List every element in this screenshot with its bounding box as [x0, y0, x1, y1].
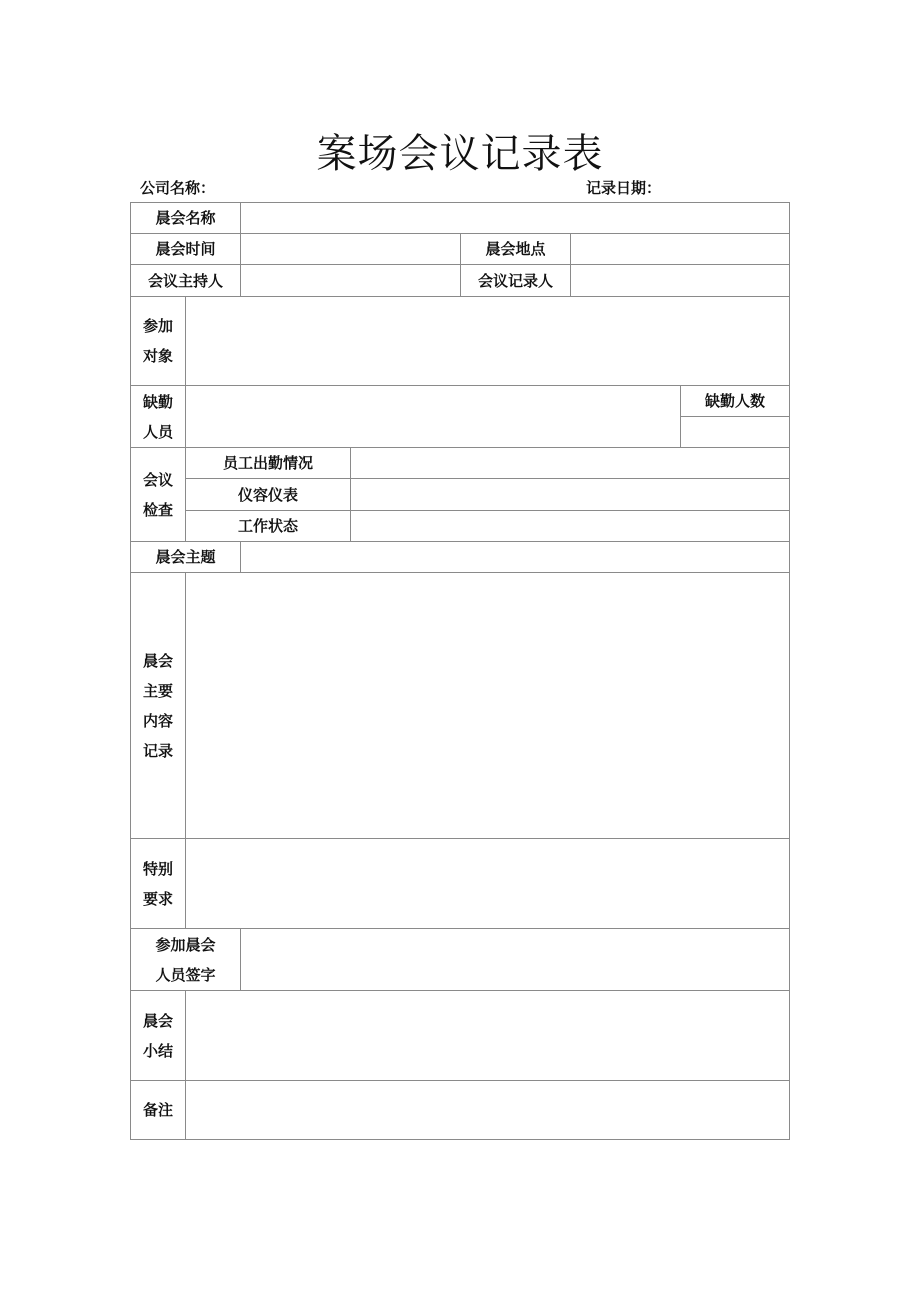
topic-field[interactable] [240, 541, 790, 573]
meeting-check-label [130, 447, 186, 542]
attendees-field[interactable] [185, 296, 790, 386]
meeting-name-text: 晨会名称 [155, 209, 216, 227]
check-appearance-field[interactable] [350, 478, 790, 511]
signature-field[interactable] [240, 928, 790, 991]
content-text-1: 晨会 [142, 651, 173, 670]
meeting-name-field[interactable] [240, 202, 790, 234]
attendees-text-1: 参加 [142, 317, 173, 335]
absent-count-field[interactable] [680, 416, 790, 448]
signature-text-1: 参加晨会 [155, 935, 216, 954]
absent-label [130, 385, 186, 448]
check-work-state-label [185, 510, 351, 542]
topic-label [130, 541, 241, 573]
meeting-time-label [130, 233, 241, 265]
summary-text-2: 小结 [142, 1041, 173, 1060]
host-label [130, 264, 241, 297]
absent-count-label [680, 385, 790, 417]
meeting-place-field[interactable] [570, 233, 790, 265]
meeting-record-table [130, 202, 790, 1140]
special-requirements-label [130, 838, 186, 929]
meeting-name-label [130, 202, 241, 234]
page-title: 案场会议记录表 [316, 131, 604, 177]
absent-text-2: 人员 [142, 422, 173, 441]
summary-label [130, 990, 186, 1081]
special-text-2: 要求 [142, 889, 173, 908]
absent-text-1: 缺勤 [142, 392, 173, 411]
meeting-time-field[interactable] [240, 233, 461, 265]
recorder-text: 会议记录人 [477, 271, 553, 290]
summary-field[interactable] [185, 990, 790, 1081]
special-requirements-field[interactable] [185, 838, 790, 929]
meeting-check-text-2: 检查 [142, 500, 173, 519]
attendees-text-2: 对象 [142, 347, 173, 365]
attendees-label [130, 296, 186, 386]
special-text-1: 特别 [142, 859, 173, 878]
absent-count-text: 缺勤人数 [704, 392, 765, 410]
remarks-text: 备注 [142, 1101, 173, 1119]
recorder-label [460, 264, 571, 297]
topic-text: 晨会主题 [155, 548, 216, 566]
host-text: 会议主持人 [147, 271, 223, 290]
check-work-state-field[interactable] [350, 510, 790, 542]
check-attendance-text: 员工出勤情况 [222, 454, 313, 472]
content-text-3: 内容 [142, 711, 173, 730]
content-text-2: 主要 [142, 681, 173, 700]
meeting-check-text-1: 会议 [142, 470, 173, 489]
summary-text-1: 晨会 [142, 1011, 173, 1030]
check-attendance-field[interactable] [350, 447, 790, 479]
record-date-label: 记录日期： [586, 179, 662, 197]
content-text-4: 记录 [142, 741, 173, 760]
company-name-label: 公司名称： [140, 179, 216, 197]
content-record-label [130, 572, 186, 839]
check-appearance-text: 仪容仪表 [237, 485, 298, 504]
remarks-label [130, 1080, 186, 1140]
signature-label [130, 928, 241, 991]
check-attendance-label [185, 447, 351, 479]
remarks-field[interactable] [185, 1080, 790, 1140]
absent-field[interactable] [185, 385, 681, 448]
host-field[interactable] [240, 264, 461, 297]
check-work-state-text: 工作状态 [237, 517, 298, 535]
check-appearance-label [185, 478, 351, 511]
content-record-field[interactable] [185, 572, 790, 839]
recorder-field[interactable] [570, 264, 790, 297]
meeting-place-label [460, 233, 571, 265]
meeting-place-text: 晨会地点 [485, 240, 546, 258]
meeting-time-text: 晨会时间 [155, 240, 216, 258]
signature-text-2: 人员签字 [155, 965, 216, 984]
